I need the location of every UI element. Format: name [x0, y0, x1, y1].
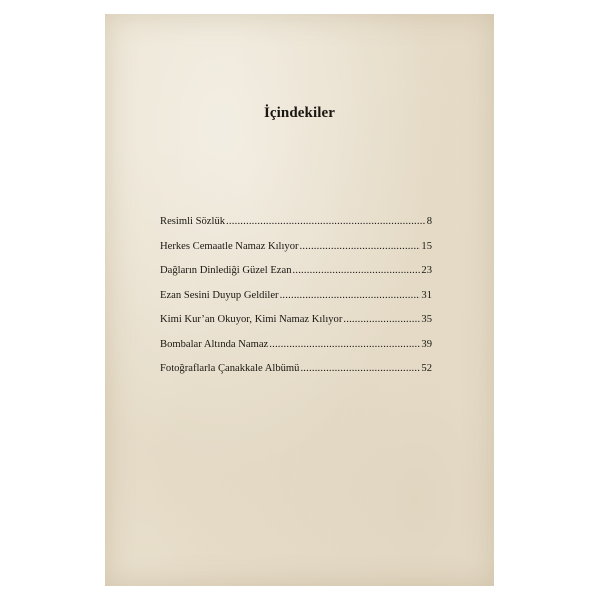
page-title: İçindekiler: [263, 105, 336, 121]
toc-entry-title: Fotoğraflarla Çanakkale Albümü: [160, 363, 300, 374]
toc-entry-title: Ezan Sesini Duyup Geldiler: [160, 289, 279, 301]
toc-leader-dots: [280, 290, 421, 301]
toc-entry: [160, 339, 432, 364]
toc-entry: [160, 363, 432, 388]
toc-leader-dots: [293, 265, 421, 276]
toc-entry-page: 35: [421, 314, 432, 325]
toc-entry-title: Bombalar Altında Namaz: [160, 338, 269, 350]
toc-entry-title: Herkes Cemaatle Namaz Kılıyor: [160, 240, 299, 252]
toc-entry-title: Dağların Dinlediği Güzel Ezan: [160, 265, 292, 276]
toc-leader-dots: [343, 314, 420, 325]
toc-entry: [160, 241, 432, 266]
toc-entry-page: 8: [426, 216, 432, 227]
toc-leader-dots: [269, 339, 420, 350]
toc-entry-page: 52: [421, 363, 432, 374]
toc-entry-page: 15: [421, 240, 432, 252]
toc-entry: [160, 290, 432, 315]
toc-entry-page: 31: [421, 289, 432, 301]
toc-entry-title: Kimi Kur’an Okuyor, Kimi Namaz Kılıyor: [160, 314, 343, 325]
toc-entry-title: Resimli Sözlük: [160, 216, 226, 227]
toc-entry: [160, 314, 432, 339]
book-page: [105, 14, 494, 586]
toc-entry: [160, 216, 432, 241]
table-of-contents: [160, 216, 432, 388]
toc-leader-dots: [300, 241, 421, 252]
toc-entry: [160, 265, 432, 290]
toc-entry-page: 39: [421, 338, 432, 350]
toc-entry-page: 23: [421, 265, 432, 276]
toc-leader-dots: [226, 216, 426, 227]
toc-leader-dots: [300, 363, 420, 374]
